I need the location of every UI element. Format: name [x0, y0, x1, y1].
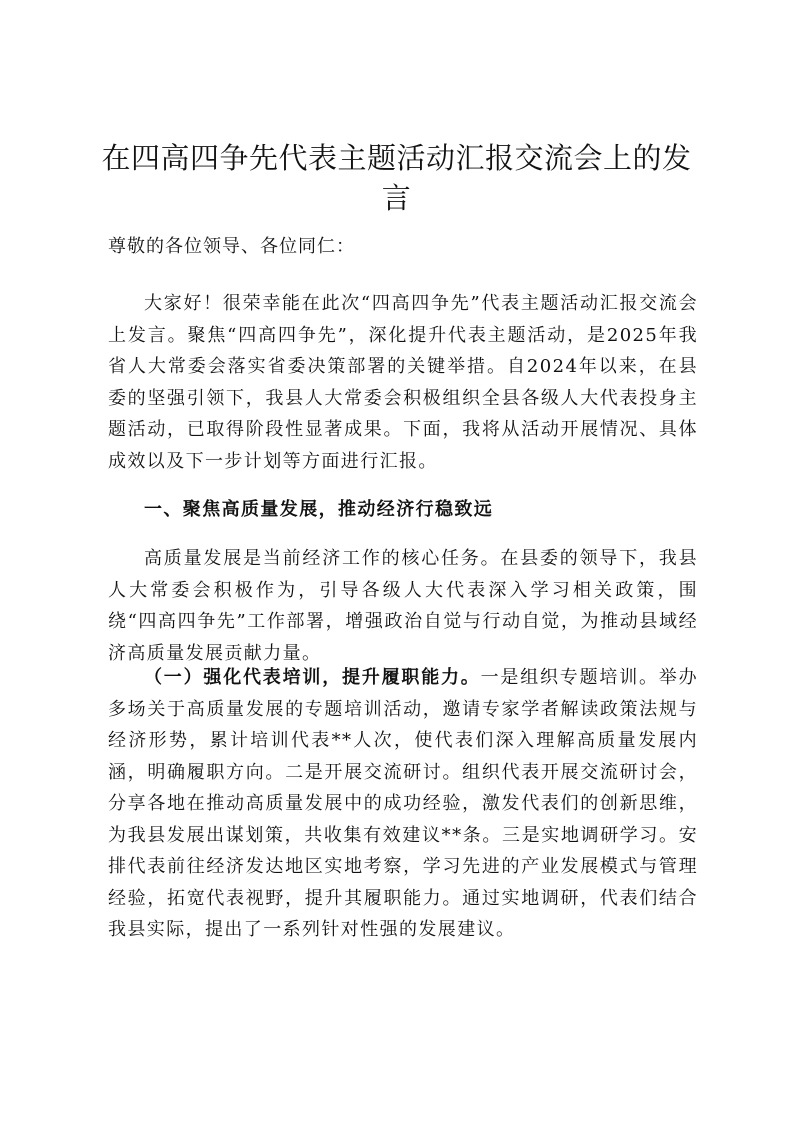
document-title: 在四高四争先代表主题活动汇报交流会上的发言 — [101, 141, 692, 215]
paragraph-opening: 大家好！很荣幸能在此次“四高四争先”代表主题活动汇报交流会上发言。聚焦“四高四争先”，深化提升代表主题活动，是2025年我省人大常委会落实省委决策部署的关键举措。自2024年以来，在县委的坚强引领下，我县人大常委会积极组织全县各级人大代表投身主题活动，已取得阶段性显著成果。下面，我将从活动开展情况、具体成效以及下一步计划等方面进行汇报。 — [108, 293, 698, 472]
paragraph-section-1-intro: 高质量发展是当前经济工作的核心任务。在县委的领导下，我县人大常委会积极作为，引导各级人大代表深入学习相关政策，围绕“四高四争先”工作部署，增强政治自觉与行动自觉，为推动县域经济高质量发展贡献力量。 — [108, 548, 698, 664]
salutation: 尊敬的各位领导、各位同仁： — [108, 236, 355, 257]
section-heading-1: 一、聚焦高质量发展，推动经济行稳致远 — [144, 499, 494, 520]
subsection-1-body: 一是组织专题培训。举办多场关于高质量发展的专题培训活动，邀请专家学者解读政策法规与经济形势，累计培训代表**人次，使代表们深入理解高质量发展内涵，明确履职方向。二是开展交流研讨。组织代表开展交流研讨会，分享各地在推动高质量发展中的成功经验，激发代表们的创新思维，为我县发展出谋划策，共收集有效建议**条。三是实地调研学习。安排代表前往经济发达地区实地考察，学习先进的产业发展模式与管理经验，拓宽代表视野，提升其履职能力。通过实地调研，代表们结合我县实际，提出了一系列针对性强的发展建议。 — [108, 667, 698, 940]
paragraph-subsection-1 — [108, 662, 698, 946]
subsection-heading-1: （一）强化代表培训，提升履职能力。 — [144, 667, 481, 688]
